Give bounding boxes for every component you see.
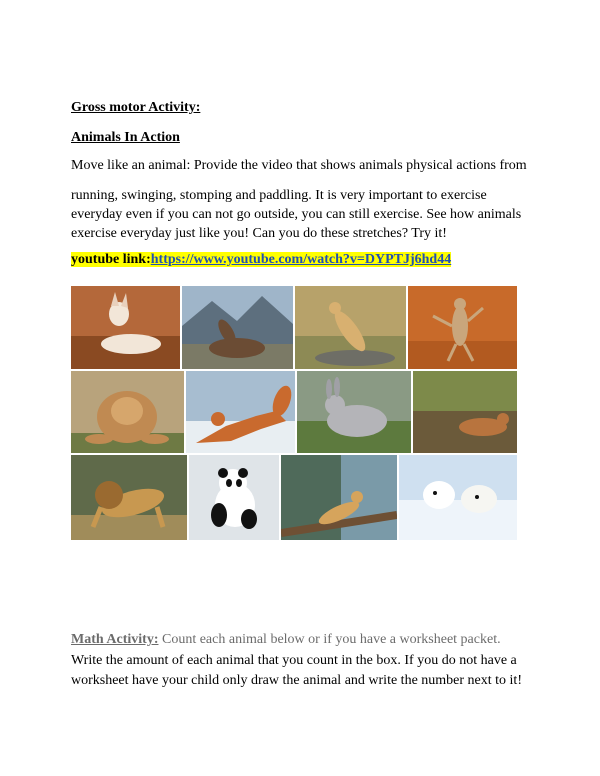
paragraph-line-4: exercise everyday just like you! Can you do these stretches? Try it! — [71, 226, 447, 241]
rabbit-stretching-photo — [297, 371, 411, 453]
math-activity-line-1 — [71, 632, 501, 648]
paragraph-line-2: running, swinging, stomping and paddling. It is very important to exercise — [71, 188, 487, 203]
bear-stretching-photo — [182, 286, 293, 369]
math-line-1-text: Count each animal below or if you have a worksheet packet. — [158, 632, 501, 647]
youtube-url-link[interactable]: https://www.youtube.com/watch?v=DYPTJj6hd44 — [150, 252, 452, 267]
youtube-link-row — [71, 252, 451, 268]
animals-in-action-subtitle: Animals In Action — [71, 130, 180, 145]
dog-stretching-photo — [71, 286, 180, 369]
fox-stretching-photo — [186, 371, 295, 453]
gross-motor-title: Gross motor Activity: — [71, 100, 201, 115]
lion-cub-photo — [71, 371, 184, 453]
animal-stretch-collage — [71, 286, 517, 540]
math-activity-line-2: Write the amount of each animal that you count in the box. If you do not have a — [71, 653, 517, 668]
lion-stretching-photo — [71, 455, 187, 540]
meerkat-dancing-photo — [408, 286, 517, 369]
youtube-label: youtube link: — [71, 252, 151, 267]
paragraph-line-1: Move like an animal: Provide the video that shows animals physical actions from — [71, 158, 527, 173]
paragraph-line-3: everyday even if you can not go outside, you can still exercise. See how animals — [71, 207, 522, 222]
cat-stretching-photo — [281, 455, 397, 540]
polar-bear-photo — [399, 455, 517, 540]
cheetah-stretching-photo — [295, 286, 406, 369]
panda-photo — [189, 455, 279, 540]
math-activity-title: Math Activity: — [71, 632, 159, 647]
math-activity-line-3: worksheet have your child only draw the animal and write the number next to it! — [71, 673, 522, 688]
fox-lying-photo — [413, 371, 517, 453]
